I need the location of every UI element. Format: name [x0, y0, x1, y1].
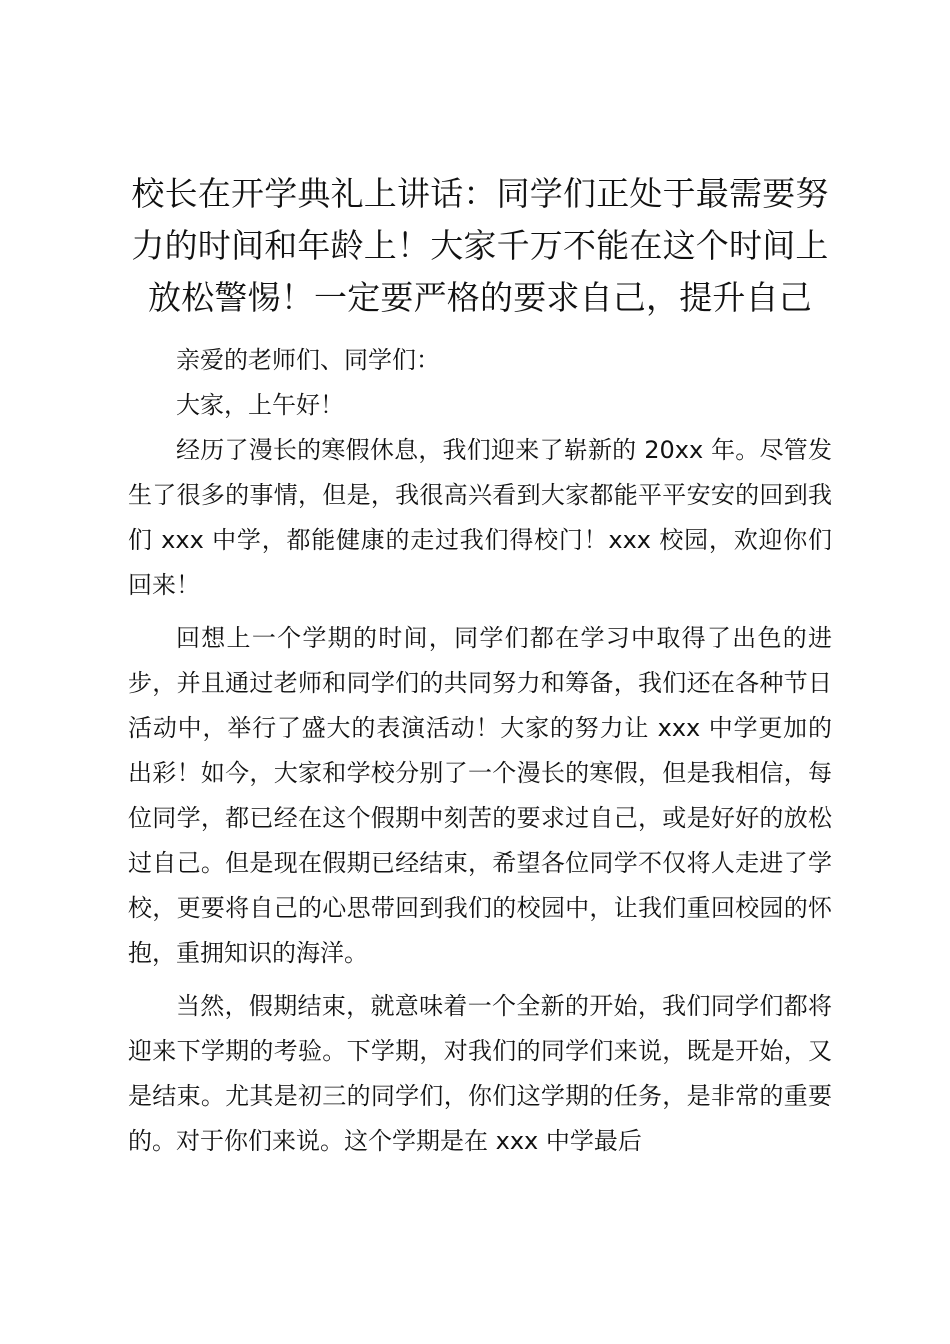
paragraph-new-semester: 当然，假期结束，就意味着一个全新的开始，我们同学们都将迎来下学期的考验。下学期，对我们的同学们来说，既是开始，又是结束。尤其是初三的同学们，你们这学期的任务，是非常的重要的。对于你们来说。这个学期是在 xxx 中学最后: [128, 992, 832, 1155]
paragraph-last-semester: 回想上一个学期的时间，同学们都在学习中取得了出色的进步，并且通过老师和同学们的共同努力和筹备，我们还在各种节日活动中，举行了盛大的表演活动！大家的努力让 xxx 中学更加的出彩！如今，大家和学校分别了一个漫长的寒假，但是我相信，每位同学，都已经在这个假期中刻苦的要求过自己，或是好好的放松过自己。但是现在假期已经结束，希望各位同学不仅将人走进了学校，更要将自己的心思带回到我们的校园中，让我们重回校园的怀抱，重拥知识的海洋。: [128, 624, 832, 967]
paragraph-greeting: 大家，上午好！: [176, 391, 344, 419]
paragraph-welcome: 经历了漫长的寒假休息，我们迎来了崭新的 20xx 年。尽管发生了很多的事情，但是，我很高兴看到大家都能平平安安的回到我们 xxx 中学，都能健康的走过我们得校门！xxx 校园，欢迎你们回来！: [128, 436, 832, 599]
document-body: [128, 338, 832, 1164]
document-content: [128, 168, 832, 1164]
paragraph-salutation: 亲爱的老师们、同学们：: [176, 346, 440, 374]
document-title: 校长在开学典礼上讲话：同学们正处于最需要努力的时间和年龄上！大家千万不能在这个时间上放松警惕！一定要严格的要求自己，提升自己: [131, 174, 829, 317]
